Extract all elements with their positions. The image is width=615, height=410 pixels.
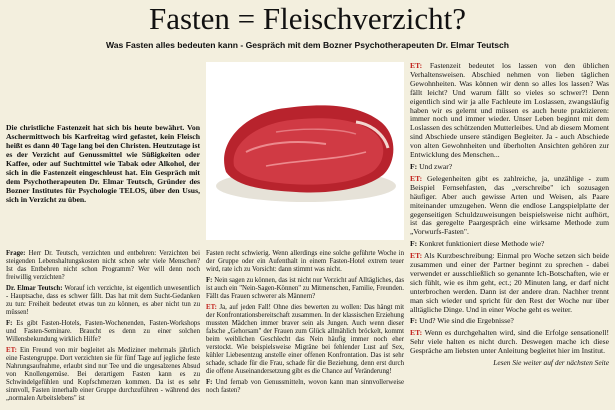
paragraph-text: Und? Wie sind die Ergebnisse? [419,316,514,326]
speaker-label: ET: [410,173,423,183]
paragraph-text: Ja, auf jeden Fall! Ohne dies bewerten zu wollen: Das hängt mit der Konfrontationsbereitschaft zusammen. In der klassischen Erziehung mussten Mädchen immer braver sein als Jungen. Auch wenn dieser falsche „Gehorsam" der Frauen zum Glück allmählich bröckelt, kommt beim weiblichen Geschlecht das Nein häufig immer noch eher verstockt. Wie beispielsweise Migräne bei fehlender Lust auf Sex, kühler Liebesentzug anstelle einer offenen Konfrontation. Das ist sehr schade, schade für die Frau, schade für die Beziehung, denn erst durch die offene Auseinandersetzung gibt es die Chance auf Veränderung! [206,304,404,376]
continued-note: Lesen Sie weiter auf der nächsten Seite [493,358,609,368]
intro-paragraph: Die christliche Fastenzeit hat sich bis heute bewährt. Von Aschermittwoch bis Karfreitag wird gefastet, kein Fleisch heißt es dann 40 Tage lang bei den Christen. Heutzutage ist es der Verzicht auf Genussmittel wie Süßigkeiten oder Kaffee, oder auf Suchtmittel wie Tabak oder Alkohol, der sich in die Fastenzeit eingeschleust hat. Ein Gespräch mit dem Psychotherapeuten Dr. Elmar Teutsch, Gründer des Bozner Institutes für Psychologie TELOS, über den Usus, sich in Verzicht zu üben. [6,123,200,204]
interview-paragraph [206,277,404,301]
paragraph-text: Herr Dr. Teutsch, verzichten und entbehren: Verzichten bei steigenden Lebenshaltungskosten nicht schon sehr viele Menschen? Ist das Entbehren nicht schon Programm? Wer will denn noch freiwillig verzichten? [6,250,200,282]
speaker-label: ET: [410,328,423,338]
interview-paragraph [410,175,609,237]
speaker-label: Frage: [6,250,26,257]
paragraph-text: Es gibt Fasten-Hotels, Fasten-Wochenenden, Fasten-Workshops und Fasten-Seminare. Braucht es denn zu einer solchen Willensbekundung wirklich Hilfe? [6,320,200,344]
speaker-label: ET: [410,251,423,261]
interview-paragraph [206,379,404,395]
headline: Fasten = Fleischverzicht? [148,1,467,36]
meat-illustration [206,62,404,240]
paragraph-text: Und zwar? [419,161,453,171]
speaker-label: ET: [6,347,17,355]
interview-paragraph [410,62,609,160]
speaker-label: F: [206,277,213,285]
paragraph-text: Nein sagen zu können, das ist nicht nur Verzicht auf Alltägliches, das ist auch ein "Nein-Sagen-Können" zu Mitmenschen, Familie, Freunden. Fällt das Frauen schwerer als Männern? [206,277,404,301]
interview-paragraph [410,163,609,172]
meat-image [206,62,404,240]
column-right [410,62,609,368]
interview-paragraph [206,250,404,274]
paragraph-text: Wenn es durchgehalten wird, sind die Erfolge sensationell! Sehr viele halten es nicht durch. Deswegen mache ich diese Gespräche am liebsten unter Anleitung begleitet hier im Institut. [410,328,609,356]
speaker-label: Dr. Elmar Teutsch: [6,285,63,293]
paragraph-text: Fasten recht schwierig. Wenn allerdings eine solche geführte Woche in der Gruppe oder ein Aufenthalt in einem Fasten-Hotel extrem teuer wird, rate ich zu Vorsicht: dann stimmt was nicht. [206,250,404,274]
paragraph-text: Konkret funktioniert diese Methode wie? [419,239,545,249]
paragraph-text: Gelegenheiten gibt es zahlreiche, ja, unzählige - zum Beispiel Fernsehfasten, das „verschreibe" ich sozusagen häufiger. Aber auch gewisse Arten und Weisen, als Paare miteinander umzugehen. Wenn die endlose Langspielplatte der gegenseitigen Schuldzuweisungen beispielsweise nicht aufhört, ist das geregelte Paargespräch eine wirksame Methode zum „Vorwurfs-Fasten". [410,173,610,237]
interview-paragraph [206,304,404,376]
interview-paragraph [6,285,200,317]
interview-paragraph [410,240,609,249]
column-left [6,124,200,208]
interview-paragraph [410,329,609,356]
paragraph-text: Als Kurzbeschreibung: Einmal pro Woche setzen sich beide zusammen und einer der Partner beginnt zu sprechen - dabei verwendet er ausschließlich so genannte Ich-Botschaften, wie er sich fühlt, wie es ihm geht, ect.; 20 Minuten lang, er darf nicht unterbrochen werden. Dann ist der andere dran. Nachher trennt man sich wieder und spricht für den Rest der Woche nur über alltägliche Dinge. Und in einer Woche geht es weiter. [410,251,610,314]
speaker-label: F: [410,239,418,249]
speaker-label: F: [206,379,213,387]
speaker-label: F: [6,320,13,328]
speaker-label: ET: [206,304,217,312]
paragraph-text: Worauf ich verzichte, ist eigentlich unwesentlich - Hauptsache, dass es schwer fällt. Das hat mit dem Sucht-Gedanken zu tun: Freiheit bedeutet etwas tun zu können, es aber nicht tun zu müssen! [6,285,200,317]
interview-paragraph [6,320,200,344]
column-left-interview [6,250,200,406]
paragraph-text: Und fernab von Genussmitteln, wovon kann man sinnvollerweise noch fasten? [206,379,404,395]
interview-paragraph [6,347,200,403]
column-middle [206,250,404,398]
interview-paragraph [410,317,609,326]
interview-paragraph [410,252,609,314]
paragraph-text: Ein Freund von mir begleitet als Mediziner mehrmals jährlich eine Fastengruppe. Dort verzichten sie für fünf Tage auf jegliche feste Nahrungsaufnahme, erlaubt sind nur Tee und die ungesalzenes Absud von Knollengemüse. Bei derartigem Fasten kann es zu Schwindelgefühlen und Kopfschmerzen kommen. Da ist es sehr sinnvoll, Fasten innerhalb einer Gruppe durchzuführen - während des „normalen Arbeitslebens" ist [6,347,200,403]
speaker-label: F: [410,161,418,171]
interview-paragraph [6,250,200,282]
paragraph-text: Fastenzeit bedeutet los lassen von den üblichen Verhaltensweisen. Abschied nehmen von lieben täglichen Gewohnheiten. Was können wir denn so alles los lassen? Was fällt leicht? Und warum fällt so vieles so schwer?! Denn eigentlich sind wir ja alle Fachleute im Loslassen, zwangsläufig haben wir es gelernt und müssen es auch heute praktizieren: immer noch und immer wieder. Unser Leben beginnt mit dem Loslassen des schützenden Mutterleibes. Und ab diesem Moment sind Abschiede unsere ständigen Begleiter. Ja - auch Abschiede von alten Gewohnheiten und überholten Ansichten gehören zur Entwicklung des Menschen... [410,61,609,160]
subheadline: Was Fasten alles bedeuten kann - Gespräch mit dem Bozner Psychotherapeuten Dr. Elmar Teutsch [105,40,510,50]
speaker-label: ET: [410,61,423,70]
speaker-label: F: [410,316,418,326]
